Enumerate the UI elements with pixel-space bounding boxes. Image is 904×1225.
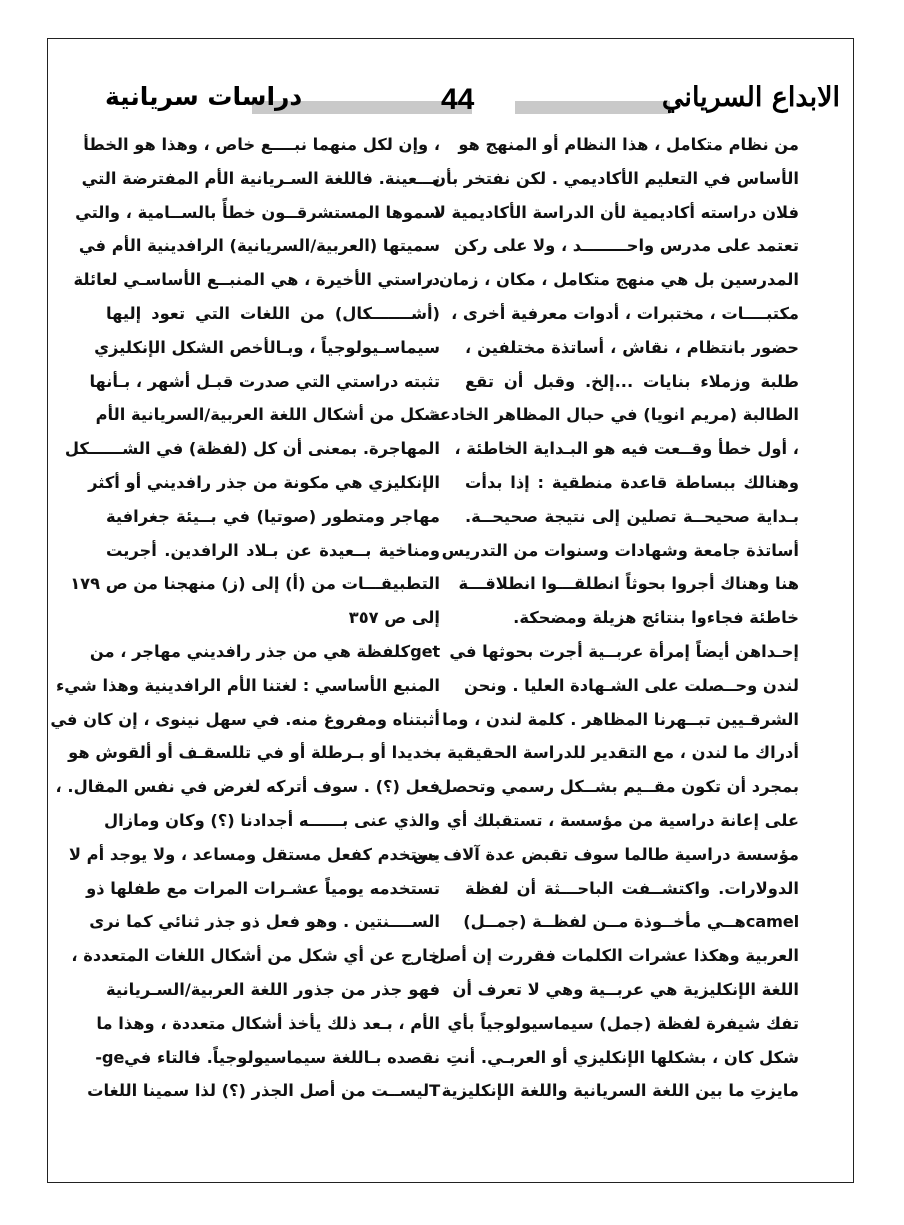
magazine-title: الابداع السرياني bbox=[661, 82, 840, 113]
text-line: التطبيقـــات من (أ) إلى (ز) منهجنا من ص ١٧٩ bbox=[70, 574, 440, 594]
text-line: ، أول خطأ وقــعت فيه هو البـداية الخاطئة ، bbox=[454, 439, 799, 459]
text-line: خاطئة فجاءوا بنتائج هزيلة ومضحكة. bbox=[513, 608, 799, 628]
text-line: المدرسين بل هي منهج متكامل ، مكان ، زمان ، bbox=[427, 270, 799, 290]
text-line: فلان دراسته أكاديمية لأن الدراسة الأكاديمية لا bbox=[433, 202, 799, 222]
page-number: 44 bbox=[441, 83, 475, 116]
text-line: مهاجر ومتطور (صوتيا) في بــيئة جغرافية bbox=[106, 506, 440, 526]
text-line: يستخدم كفعل مستقل ومساعد ، ولا يوجد أم لا bbox=[68, 844, 440, 864]
text-line: فعل (؟) . سوف أتركه لغرض في نفس المقال. ، bbox=[55, 777, 440, 797]
text-line: بمجرد أن تكون مقــيم بشــكل رسمي وتحصل bbox=[437, 777, 799, 797]
text-line: اللغة الإنكليزية هي عربــية وهي لا تعرف أن bbox=[452, 979, 799, 999]
text-line: هنا وهناك أجروا بحوثاً انطلقـــوا انطلاقـــة bbox=[458, 574, 799, 594]
text-line: الشرقـيين تبــهرنا المظاهر . كلمة لندن ، وما bbox=[442, 709, 799, 729]
text-line: ، وإن لكل منهما نبــــع خاص ، وهذا هو الخطأ bbox=[83, 135, 440, 154]
left-text-column bbox=[50, 128, 440, 1108]
text-line: العربية وهكذا عشرات الكلمات فقررت إن أصل bbox=[430, 946, 799, 966]
section-title: دراسات سريانية bbox=[105, 82, 303, 111]
text-line: من نظام متكامل ، هذا النظام أو المنهج هو bbox=[458, 135, 799, 154]
page-header bbox=[47, 82, 854, 126]
text-line: تعتمد على مدرس واحــــــــد ، ولا على ركن bbox=[453, 236, 799, 256]
text-line: (أشـــــــكال) من اللغات التي تعود إليها bbox=[106, 303, 440, 323]
text-line: تفك شيفرة لفظة (جمل) سيماسيولوجياً بأي bbox=[447, 1013, 799, 1033]
text-line: سميتها (العربية/السريانية) الرافدينية الأم في bbox=[78, 236, 440, 256]
text-line: طلبة وزملاء بنايات ...إلخ. وقبل أن تقع bbox=[465, 371, 799, 391]
text-line: سموها المستشرقــون خطأً بالســامية ، والتي bbox=[75, 202, 440, 222]
text-line: دراستي الأخيرة ، هي المنبــع الأساسـي لعائلة bbox=[73, 270, 440, 290]
text-line: Tليســت من أصل الجذر (؟) لذا سمينا اللغات bbox=[87, 1081, 440, 1101]
text-line: الأساس في التعليم الأكاديمي . لكن نفتخر بأن bbox=[432, 168, 799, 188]
header-bar-right bbox=[515, 101, 670, 114]
text-line: الســــنتين . وهو فعل ذو جذر ثنائي كما نرى bbox=[89, 912, 440, 932]
text-line: أساتذة جامعة وشهادات وسنوات من التدريس bbox=[441, 540, 799, 560]
text-line: تستخدمه يومياً عشـرات المرات مع طفلها ذو bbox=[86, 878, 440, 898]
text-line: بـداية صحيحــة تصلين إلى نتيجة صحيحــة. bbox=[465, 506, 799, 526]
text-line: وهنالك ببساطة قاعدة منطقية : إذا بدأت bbox=[465, 472, 799, 492]
text-line: تثبته دراستي التي صدرت قبـل أشهر ، بـأنها bbox=[89, 371, 440, 391]
text-line: سيماسـيولوجياً ، وبـالأخص الشكل الإنكليزي bbox=[94, 337, 440, 357]
text-line: الأم ، بـعد ذلك يأخذ أشكال متعددة ، وهذا ما bbox=[96, 1013, 440, 1033]
text-line: بـــعينة. فاللغة السـريانية الأم المفترضة التي bbox=[81, 168, 440, 188]
text-line: حضور بانتظام ، نقاش ، أساتذة مختلفين ، bbox=[465, 337, 799, 357]
text-line: إحـداهن أيضاً إمرأة عربــية أجرت بحوثها في bbox=[449, 641, 799, 661]
text-line: الإنكليزي هي مكونة من جذر رافديني أو أكثر bbox=[88, 472, 440, 492]
text-line: أثبتناه ومفروغ منه. في سهل نينوى ، إن كان في bbox=[50, 709, 440, 729]
right-text-column bbox=[412, 128, 799, 1108]
text-line: بخديدا أو بـرطلة أو في تللسقـف أو ألقوش هو bbox=[68, 743, 440, 763]
text-line: لندن وحــصلت على الشـهادة العليا . ونحن bbox=[464, 675, 799, 695]
text-line: camelهــي مأخــوذة مــن لفظــة (جمــل) bbox=[463, 912, 799, 932]
text-line: ومناخية بــعيدة عن بـلاد الرافدين. أجريت bbox=[106, 540, 440, 560]
text-line: مكتبــــات ، مختبرات ، أدوات معرفية أخرى ، bbox=[451, 303, 799, 323]
text-line: مايزتِ ما بين اللغة السريانية واللغة الإنكليزية bbox=[441, 1081, 799, 1101]
text-line: المهاجرة. بمعنى أن كل (لفظة) في الشــــــكل bbox=[64, 439, 440, 459]
text-line: والذي عنى بــــــه أجدادنا (؟) وكان ومازال bbox=[104, 810, 440, 830]
text-line: مؤسسة دراسية طالما سوف تقبض عدة آلاف من bbox=[412, 844, 799, 864]
text-line: على إعانة دراسية من مؤسسة ، تستقبلك أي bbox=[446, 810, 799, 830]
text-line: شكل من أشكال اللغة العربية/السريانية الأم bbox=[95, 405, 440, 425]
text-line: إلى ص ٣٥٧ bbox=[348, 608, 440, 628]
text-line: المنبع الأساسي : لغتنا الأم الرافدينية وهذا شيء bbox=[55, 675, 440, 695]
text-line: الدولارات. واكتشــفت الباحـــثة أن لفظة bbox=[465, 878, 799, 898]
text-line: نقصده بـاللغة سيماسيولوجياً. فالتاء فيge- bbox=[95, 1047, 440, 1067]
text-line: خارج عن أي شكل من أشكال اللغات المتعددة ، bbox=[71, 946, 440, 966]
text-line: الطالبة (مريم انويا) في حبال المظاهر الخادعة bbox=[429, 405, 799, 425]
text-line: شكل كان ، بشكلها الإنكليزي أو العربـي. أنتِ bbox=[446, 1047, 799, 1067]
text-line: فهو جذر من جذور اللغة العربية/السـريانية bbox=[106, 979, 440, 999]
text-line: أدراك ما لندن ، مع التقدير للدراسة الحقيقية ، bbox=[435, 743, 799, 763]
text-line: getكلفظة هي من جذر رافديني مهاجر ، من bbox=[89, 641, 440, 661]
